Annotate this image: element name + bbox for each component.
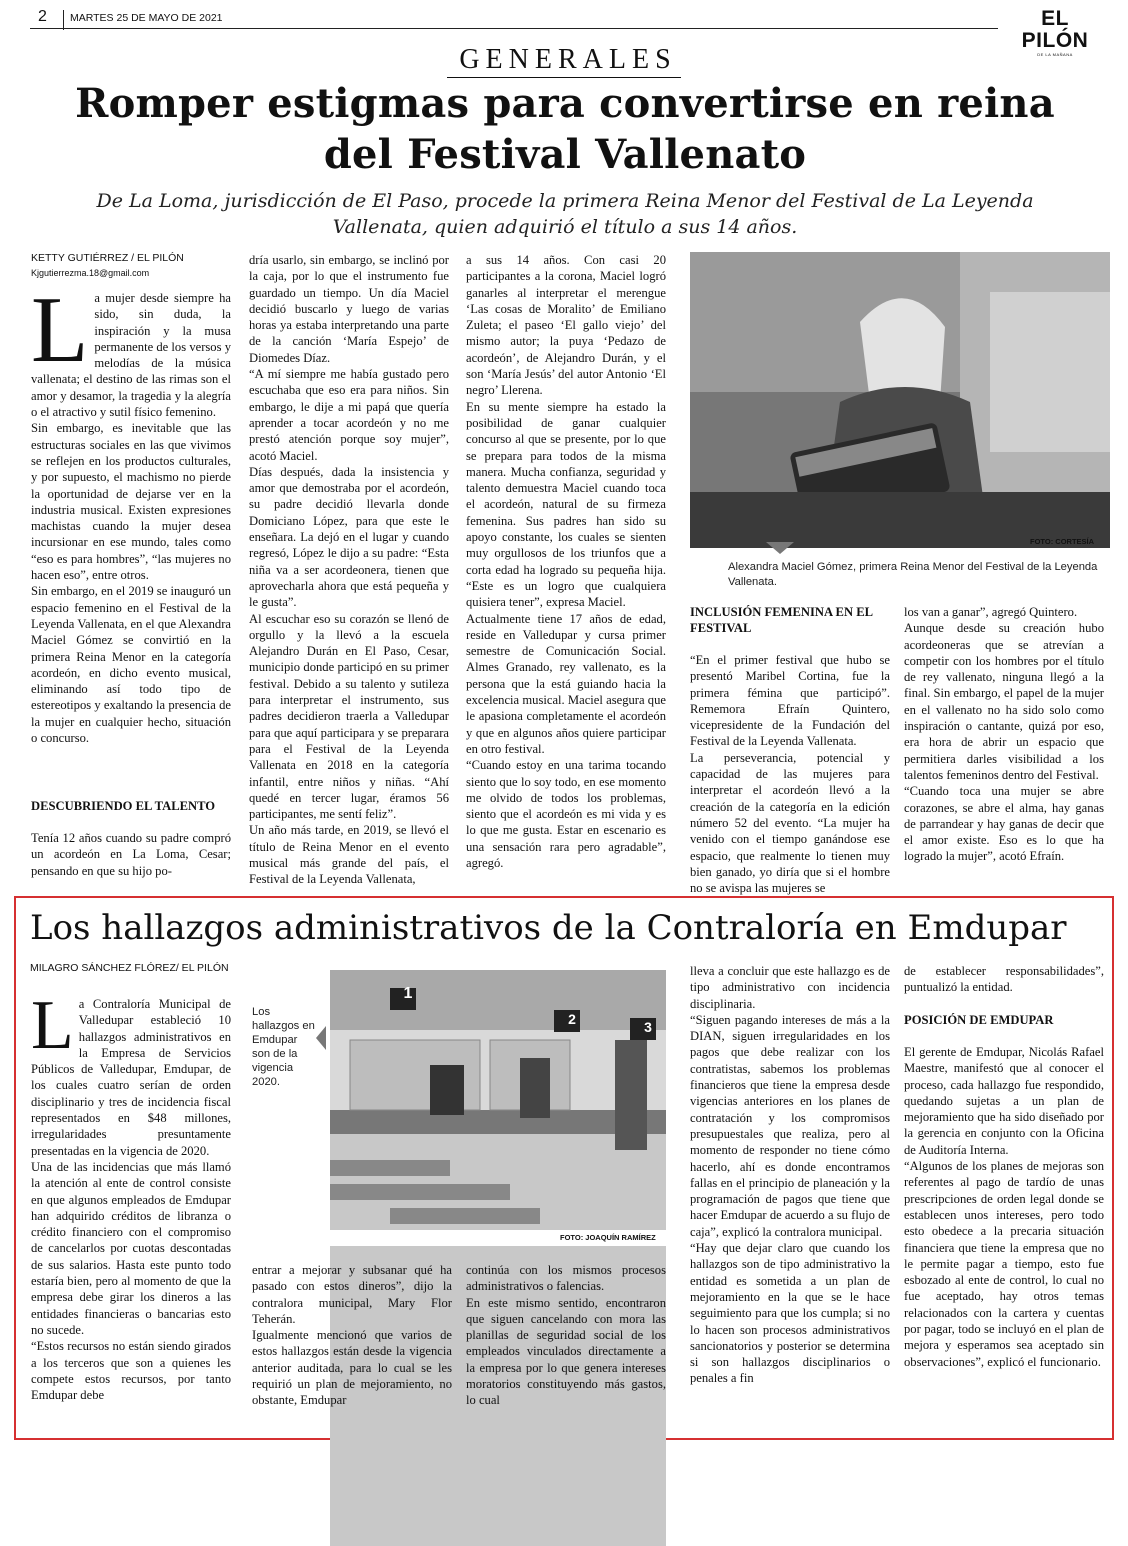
paragraph: “En el primer festival que hubo se presentó Maribel Cortina, fue la primera fémina que participó”. Rememora Efraín Quintero, vicepresidente de la Fundación del Festival de la Leyenda Vallenata. <box>690 653 890 749</box>
paragraph: “Cuando toca una mujer se abre corazones, se abre el alma, hay ganas de parrandear y hay ganas de decir que el amor existe. Eso es lo que ha logrado la mujer”, acotó Efraín. <box>904 784 1104 864</box>
photo-sign-1: 1 <box>403 985 413 1002</box>
section-heading: DESCUBRIENDO EL TALENTO <box>31 799 216 813</box>
paragraph: lleva a concluir que este hallazgo es de tipo administrativo con incidencia disciplinaria. <box>690 964 890 1011</box>
paragraph: dría usarlo, sin embargo, se inclinó por la caja, por lo que el instrumento fue guardado un tiempo. Un día Maciel decidió buscarlo y luego de varias horas ya estaba interpretando una parte de la canción ‘María Espejo’ de Diomedes Díaz. <box>249 253 449 365</box>
paragraph: a Contraloría Municipal de Valledupar estableció 10 hallazgos administrativos en la Empresa de Servicios Públicos de Valledupar, Emdupar, de los cuales cuatro serían de orden disciplinario y tres de incidencia fiscal representados en $48 millones, irregularidades presuntamente presentadas en la vigencia de 2020. <box>31 997 231 1158</box>
article-column-2 <box>249 252 449 888</box>
photo-illustration <box>690 252 1110 548</box>
paragraph: “A mí siempre me había gustado pero escuchaba que eso era para niños. Sin embargo, le dije a mi papá que quería aprender a tocar acordeón y no me prestó atención porque soy mujer”, acotó Maciel. <box>249 367 449 463</box>
side-caption: Los hallazgos en Emdupar son de la vigencia 2020. <box>252 1006 315 1088</box>
drop-cap: L <box>31 987 74 1064</box>
paragraph: Actualmente tiene 17 años de edad, reside en Valledupar y cursa primer semestre de Comunicación Social. Almes Granado, rey vallenato, es la persona que la está guiando hacia la excelencia musical. Maciel asegura que le apasiona completamente el acordeón y que en algunos años quiere participar en otro festival. <box>466 611 666 756</box>
paragraph: Una de las incidencias que más llamó la atención al ente de control consiste en que algunos empleados de Emdupar han adquirido créditos de libranza o crédito financiero con el compromiso de cancelarlos por cuotas descontadas de sus salarios. Hasta este punto todo estaría bien, pero al momento de que la empresa debe girar los dineros a las entidades financieras o bancarias esto no sucede. <box>31 1159 231 1337</box>
header-divider <box>63 10 64 30</box>
section-heading: POSICIÓN DE EMDUPAR <box>904 1013 1054 1027</box>
article-column-5 <box>904 963 1104 996</box>
article-column-2 <box>252 1262 452 1409</box>
article-column-3 <box>466 252 666 871</box>
author-email: Kjgutierrezma.18@gmail.com <box>31 268 150 278</box>
paragraph: El gerente de Emdupar, Nicolás Rafael Maestre, manifestó que al conocer el proceso, cada hallazgo fue respondido, quedando sujetas a un plan de mejoramiento que ha sido diseñado por la gerencia en conjunto con la Oficina de Auditoría Interna. <box>904 1045 1104 1157</box>
paragraph: “Cuando estoy en una tarima tocando siento que lo soy todo, en ese momento me olvido de todos los problemas, siento que el acordeón es mi vida y es lo que me gusta. Estar en escenario es una sensación rara pero agradable”, agregó. <box>466 758 666 870</box>
page-number: 2 <box>38 8 47 25</box>
paragraph: En este mismo sentido, encontraron que siguen cancelando con mora las planillas de seguridad social de los empleados vinculados directamente a la empresa por lo que genera intereses moratorios constituyendo más gastos, lo cual <box>466 1295 666 1408</box>
author-byline: MILAGRO SÁNCHEZ FLÓREZ/ EL PILÓN <box>30 962 229 974</box>
paragraph: Aunque desde su creación hubo acordeoneras que se atrevían a competir con los hombres por el título de rey vallenato, ninguna llegó a la final. Sin embargo, el papel de la mujer en el vallenato no ha sido solo como inspiración o cantante, quizá por eso, era hora de abrir un espacio que permitiera darles visibilidad a los talentos femeninos dentro del Festival. <box>904 621 1104 782</box>
article-column-1 <box>31 987 231 1403</box>
caption-pointer <box>316 1026 326 1050</box>
paragraph: “Siguen pagando intereses de más a la DIAN, siguen irregularidades en los pagos que debe realizar con los contratistas, sabemos los problemas financieros que tiene la empresa desde vigencias anteriores en los planes de contratación y los compromisos presupuestales que realiza, pero al momento de responder no tiene cómo hacerlo, ahí es donde encontramos fallas en el principio de planeación y la programación de pagos que tiene que hacer Emdupar de acuerdo a su flujo de caja”, explicó la contralora municipal. <box>690 1012 890 1239</box>
paragraph: Sin embargo, es inevitable que las estructuras sociales en las que vivimos se reflejen en los productos culturales, y por supuesto, el machismo no pierde la oportunidad de dejarse ver en la industria musical. Existen expresiones machistas cuando la mujer desea incursionar en ese mundo, tales como “eso es para hombres”, “las mujeres no hacen eso”, entre otros. <box>31 421 231 583</box>
section-heading: INCLUSIÓN FEMENINA EN EL FESTIVAL <box>690 605 873 635</box>
article-column-5b <box>904 1044 1104 1370</box>
article-column-1 <box>31 278 231 746</box>
accordion-player-photo <box>690 252 1110 548</box>
paragraph: Sin embargo, en el 2019 se inauguró un espacio femenino en el Festival de la Leyenda Vallenata, en el que Alexandra Maciel Gómez se convirtió en la primera Reina Menor en la categoría acordeón, en dicho evento musical, eliminando así todo tipo de estereotipos y exaltando la presencia de la mujer en cualquier hecho, situación o concurso. <box>31 584 231 746</box>
paragraph: Al escuchar eso su corazón se llenó de orgullo y la llevó a la escuela Alejandro Durán en El Paso, Cesar, municipio donde participó en su primer festival. Debido a su talento y sutileza para interpretar el instrumento, sus padres decidieron traerla a Valledupar para que aquí participara y se preparara para el Festival de la Leyenda Vallenata en 2018 en la categoría infantil, entre niños y niñas. “Ahí quedé en tercer lugar, éramos 56 participantes, me sentí feliz”. <box>249 611 449 822</box>
photo-illustration <box>330 970 666 1546</box>
paragraph: La perseverancia, potencial y capacidad de las mujeres para interpretar el acordeón llevó a la creación de la categoría en la edición número 52 del evento. “La mujer ha venido con el tiempo ganándose ese espacio, que realmente lo tienen muy bien ganado, yo diría que si el hombre no se avispa las mujeres se <box>690 750 890 896</box>
drop-cap: L <box>31 278 89 382</box>
author-byline: KETTY GUTIÉRREZ / EL PILÓN <box>31 252 184 264</box>
paragraph: “Hay que dejar claro que cuando los hallazgos son de tipo administrativo la entidad es sometida a un plan de mejoramiento en la que se le hace seguimiento para que los cumpla; si no lo hacen son procesos administrativos sancionatorios y posterior se determina si son hallazgos disciplinarios o penales a fin <box>690 1241 890 1386</box>
article-column-4 <box>690 652 890 896</box>
brand-logo: EL PILÓN DE LA MAÑANA <box>1021 7 1089 57</box>
section-label: GENERALES <box>0 44 1128 76</box>
paragraph: entrar a mejorar y subsanar qué ha pasado con estos dineros”, dijo la contralora municipal, Mary Flor Teherán. <box>252 1263 452 1326</box>
paragraph: continúa con los mismos procesos administrativos o falencias. <box>466 1263 666 1294</box>
article-subtitle: De La Loma, jurisdicción de El Paso, procede la primera Reina Menor del Festival de La Leyenda Vallenata, quien adquirió el título a sus 14 años. <box>96 190 1034 238</box>
article-column-3 <box>466 1262 666 1409</box>
paragraph: Días después, dada la insistencia y amor que demostraba por el acordeón, su padre decidió llevarla donde Domiciano López, para que este le enseñara. La dejó en el lugar y cuando regresó, López le dijo a su padre: “Esta niña va a ser acordeonera, tienen que aprovecharla ahora que está pequeña y le gusta”. <box>249 464 449 610</box>
paragraph: En su mente siempre ha estado la posibilidad de ganar cualquier concurso al que se presente, por lo que se prepara para todos de la misma manera. Mucha confianza, seguridad y talento demuestra Maciel cuando toca el acordeón, natural de su firmeza femenina. Sus padres han sido su apoyo constante, los cuales se sienten muy orgullosos de los triunfos que a corta edad ha logrado su pequeña hija. “Este es un logro que cualquiera quisiera tener”, expresa Maciel. <box>466 399 666 610</box>
article-column-5 <box>904 604 1104 865</box>
paragraph: de establecer responsabilidades”, puntualizó la entidad. <box>904 964 1104 995</box>
article-column-4 <box>690 963 890 1387</box>
header-rule <box>30 28 998 29</box>
caption-pointer <box>766 542 794 554</box>
paragraph: a mujer desde siempre ha sido, sin duda, la inspiración y la musa permanente de los versos y melodías de la música vallenata; el destino de las rimas son el amor y desamor, la tragedia y la alegría o el atractivo y sutil físico femenino. <box>31 291 231 420</box>
paragraph: “Algunos de los planes de mejoras son referentes al pago de tardío de unas prescripciones de orden legal donde se establecen unos intereses, pero todo esto obedece a la precaria situación financiera que tiene la empresa que no le permite pagar a tiempo, esto fue esbozado al ente de control, lo cual no fue aceptado, hay otros temas relacionados con la cartera y cuentas por pagar, todo se incluyó en el plan de mejora y esperamos sea aceptado sin observaciones”, explicó el funcionario. <box>904 1159 1104 1369</box>
paragraph: “Estos recursos no están siendo girados a los terceros que son a quienes les compete estos recursos, por tanto Emdupar debe <box>31 1339 231 1403</box>
photo-credit: FOTO: JOAQUÍN RAMÍREZ <box>560 1233 656 1242</box>
paragraph: Igualmente mencionó que varios de estos hallazgos están desde la vigencia anterior auditada, para lo cual se les requirió un plan de mejoramiento, no obstante, Emdupar <box>252 1328 452 1408</box>
photo-sign-2: 2 <box>568 1011 576 1027</box>
office-photo <box>330 970 666 1546</box>
page-date: MARTES 25 DE MAYO DE 2021 <box>70 12 223 24</box>
article-title: Los hallazgos administrativos de la Contraloría en Emdupar <box>30 908 1067 948</box>
paragraph: a sus 14 años. Con casi 20 participantes a la corona, Maciel logró ganarles al interpretar el merengue ‘Las cosas de Moralito’ de Emiliano Zuleta; el paseo ‘El gallo viejo’ del mismo autor; la puya ‘Pedazo de acordeón’, de Alejandro Durán, y el son ‘María Jesús’ del autor Antonio ‘El negro’ Llerena. <box>466 253 666 398</box>
paragraph: Un año más tarde, en 2019, se llevó el título de Reina Menor en el evento musical más grande del país, el Festival de la Leyenda Vallenata, <box>249 823 449 887</box>
paragraph: los van a ganar”, agregó Quintero. <box>904 605 1078 619</box>
photo-credit: FOTO: CORTESÍA <box>1030 537 1095 546</box>
photo-sign-3: 3 <box>644 1019 652 1035</box>
photo-caption: Alexandra Maciel Gómez, primera Reina Menor del Festival de la Leyenda Vallenata. <box>728 561 1098 588</box>
article-column-1b: Tenía 12 años cuando su padre compró un acordeón en La Loma, Cesar; pensando en que su hijo po- <box>31 831 231 878</box>
article-title: Romper estigmas para convertirse en reina del Festival Vallenato <box>75 80 1055 178</box>
